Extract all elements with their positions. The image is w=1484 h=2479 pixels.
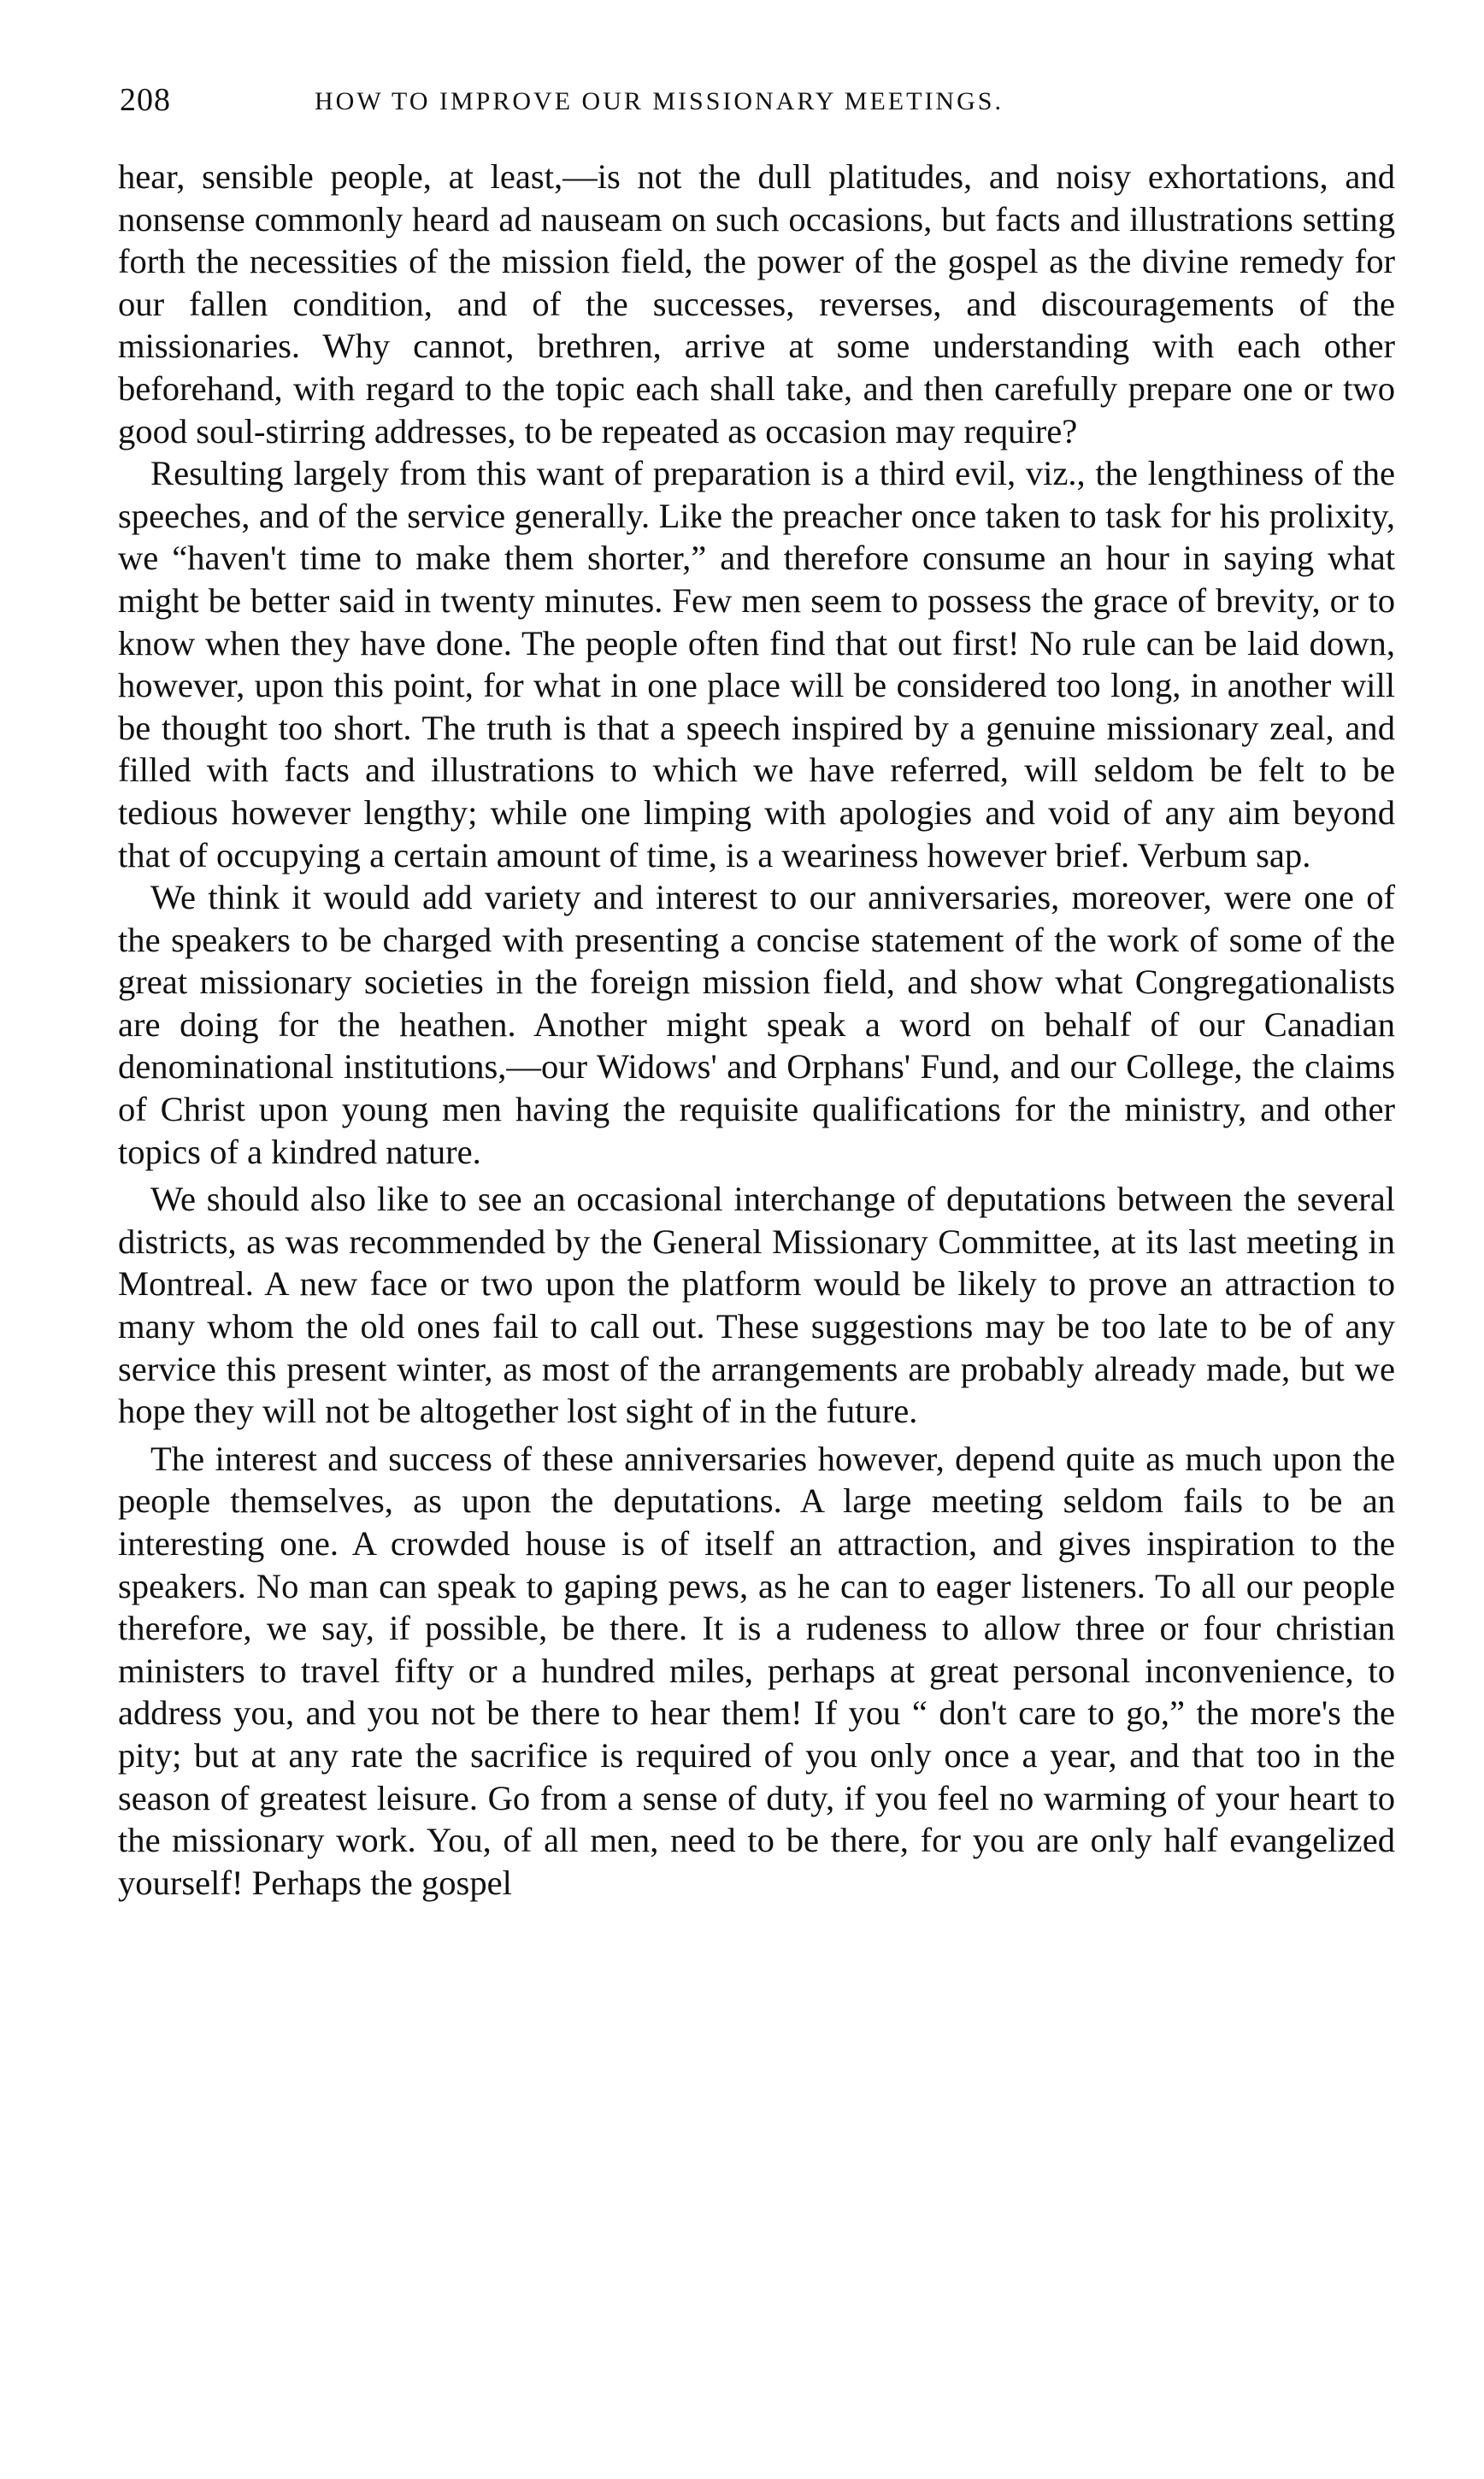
paragraph-5: The interest and success of these anniversaries however, depend quite as much upon the people themselves, as upon the deputations. A large meeting seldom fails to be an interesting one. A crowded house is of itself an attraction, and gives inspiration to the speakers. No man can speak to gaping pews, as he can to eager listeners. To all our people therefore, we say, if possible, be there. It is a rudeness to allow three or four christian ministers to travel fifty or a hundred miles, perhaps at great personal inconvenience, to address you, and you not be there to hear them! If you “ don't care to go,” the more's the pity; but at any rate the sacrifice is required of you only once a year, and that too in the season of greatest leisure. Go from a sense of duty, if you feel no warming of your heart to the missionary work. You, of all men, need to be there, for you are only half evangelized yourself! Perhaps the gospel (118, 1439, 1395, 1902)
paragraph-2: Resulting largely from this want of preparation is a third evil, viz., the lengthiness of the speeches, and of the service generally. Like the preacher once taken to task for his prolixity, we “haven't time to make them shorter,” and therefore consume an hour in saying what might be better said in twenty minutes. Few men seem to possess the grace of brevity, or to know when they have done. The people often find that out first! No rule can be laid down, however, upon this point, for what in one place will be considered too long, in another will be thought too short. The truth is that a speech inspired by a genuine missionary zeal, and filled with facts and illustrations to which we have referred, will seldom be felt to be tedious however lengthy; while one limping with apologies and void of any aim beyond that of occupying a certain amount of time, is a weariness however brief. Verbum sap. (118, 454, 1395, 874)
running-title: HOW TO IMPROVE OUR MISSIONARY MEETINGS. (315, 87, 1004, 115)
paragraph-4: We should also like to see an occasional interchange of deputations between the several districts, as was recommended by the General Missionary Committee, at its last meeting in Montreal. A new face or two upon the platform would be likely to prove an attraction to many whom the old ones fail to call out. These suggestions may be too late to be of any service this present winter, as most of the arrangements are probably already made, but we hope they will not be altogether lost sight of in the future. (118, 1180, 1395, 1431)
article-body (118, 156, 1395, 1904)
page-number: 208 (120, 82, 171, 118)
running-header (120, 79, 1393, 121)
paragraph-3: We think it would add variety and interest to our anniversaries, moreover, were one of the speakers to be charged with presenting a concise statement of the work of some of the great missionary societies in the foreign mission field, and show what Congregationalists are doing for the heathen. Another might speak a word on behalf of our Canadian denominational institutions,—our Widows' and Orphans' Fund, and our College, the claims of Christ upon young men having the requisite qualifications for the ministry, and other topics of a kindred nature. (118, 878, 1395, 1171)
paragraph-1: hear, sensible people, at least,—is not the dull platitudes, and noisy exhortations, and nonsense commonly heard ad nauseam on such occasions, but facts and illustrations setting forth the necessities of the mission field, the power of the gospel as the divine remedy for our fallen condition, and of the successes, reverses, and discouragements of the missionaries. Why cannot, brethren, arrive at some understanding with each other beforehand, with regard to the topic each shall take, and then carefully prepare one or two good soul-stirring addresses, to be repeated as occasion may require? (118, 157, 1395, 450)
